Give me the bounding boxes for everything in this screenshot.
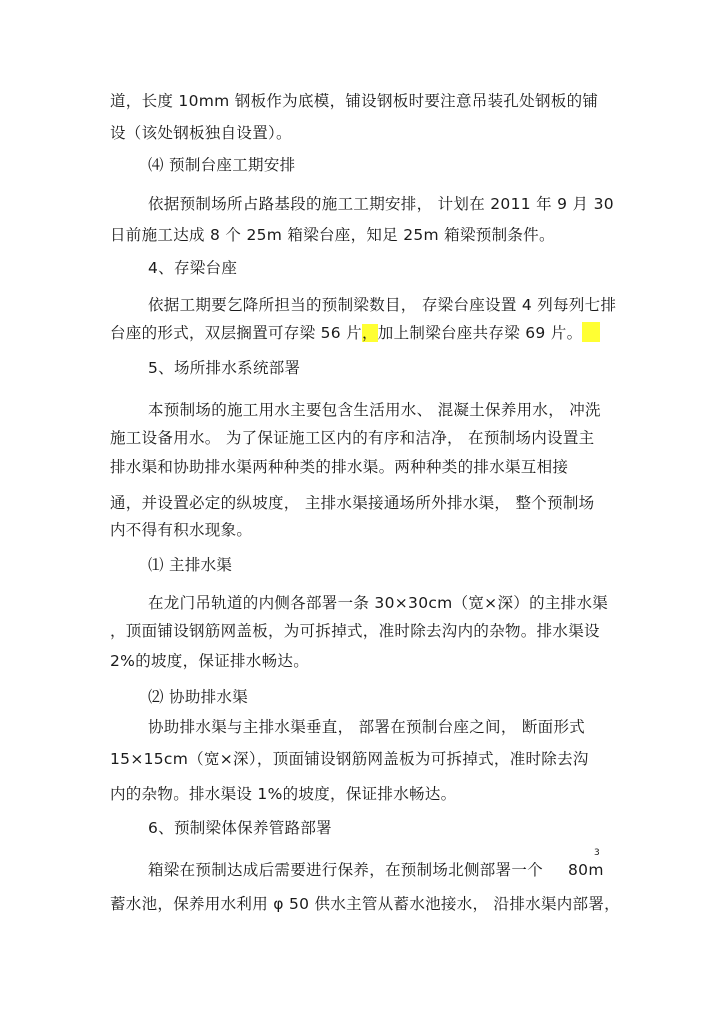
body-line: 协助排水渠与主排水渠垂直， 部署在预制台座之间， 断面形式 bbox=[148, 718, 586, 736]
highlight-mark bbox=[582, 322, 600, 342]
body-line: ，顶面铺设钢筋网盖板，为可拆掉式，准时除去沟内的杂物。排水渠设 bbox=[110, 622, 600, 640]
body-line: 内不得有积水现象。 bbox=[110, 521, 253, 539]
body-line: 施工设备用水。 为了保证施工区内的有序和洁净， 在预制场内设置主 bbox=[110, 429, 595, 447]
body-line: 日前施工达成 8 个 25m 箱梁台座，知足 25m 箱梁预制条件。 bbox=[110, 226, 555, 244]
body-line: 箱梁在预制达成后需要进行保养，在预制场北侧部署一个 bbox=[148, 861, 544, 879]
volume-superscript: 3 bbox=[594, 848, 600, 858]
section-heading-drainage: 5、场所排水系统部署 bbox=[148, 359, 301, 377]
text-segment: 加上制梁台座共存梁 69 片。 bbox=[377, 324, 583, 342]
text-segment: 台座的形式，双层搁置可存梁 56 片 bbox=[110, 324, 362, 342]
body-line: 2%的坡度，保证排水畅达。 bbox=[110, 652, 309, 670]
volume-value: 80m bbox=[568, 861, 604, 879]
body-line-highlighted bbox=[110, 322, 600, 344]
body-line: 依据工期要乞降所担当的预制梁数目， 存梁台座设置 4 列每列七排 bbox=[148, 296, 617, 314]
body-line: 15×15cm（宽×深），顶面铺设钢筋网盖板为可拆掉式，准时除去沟 bbox=[110, 750, 589, 768]
section-heading-curing-pipes: 6、预制梁体保养管路部署 bbox=[148, 819, 332, 837]
body-line: 排水渠和协助排水渠两种种类的排水渠。两种种类的排水渠互相接 bbox=[110, 458, 569, 476]
subheading-1-main-channel: ⑴ 主排水渠 bbox=[148, 556, 233, 574]
body-line: 依据预制场所占路基段的施工工期安排， 计划在 2011 年 9 月 30 bbox=[148, 195, 614, 213]
section-heading-storage-platform: 4、存梁台座 bbox=[148, 259, 238, 277]
subheading-2-auxiliary-channel: ⑵ 协助排水渠 bbox=[148, 688, 249, 706]
body-line: 蓄水池，保养用水利用 φ 50 供水主管从蓄水池接水， 沿排水渠内部署， bbox=[110, 895, 620, 913]
body-line: 通，并设置必定的纵坡度， 主排水渠接通场所外排水渠， 整个预制场 bbox=[110, 494, 595, 512]
body-line: 道，长度 10mm 钢板作为底模，铺设钢板时要注意吊装孔处钢板的铺 bbox=[110, 92, 599, 110]
body-line: 在龙门吊轨道的内侧各部署一条 30×30cm（宽×深）的主排水渠 bbox=[148, 594, 609, 612]
body-line: 内的杂物。排水渠设 1%的坡度，保证排水畅达。 bbox=[110, 785, 457, 803]
body-line: 本预制场的施工用水主要包含生活用水、 混凝土保养用水， 冲洗 bbox=[148, 401, 601, 419]
highlighted-comma: ， bbox=[361, 324, 378, 342]
body-line: 设（该处钢板独自设置）。 bbox=[110, 124, 292, 142]
subheading-4-precast-schedule: ⑷ 预制台座工期安排 bbox=[148, 156, 296, 174]
